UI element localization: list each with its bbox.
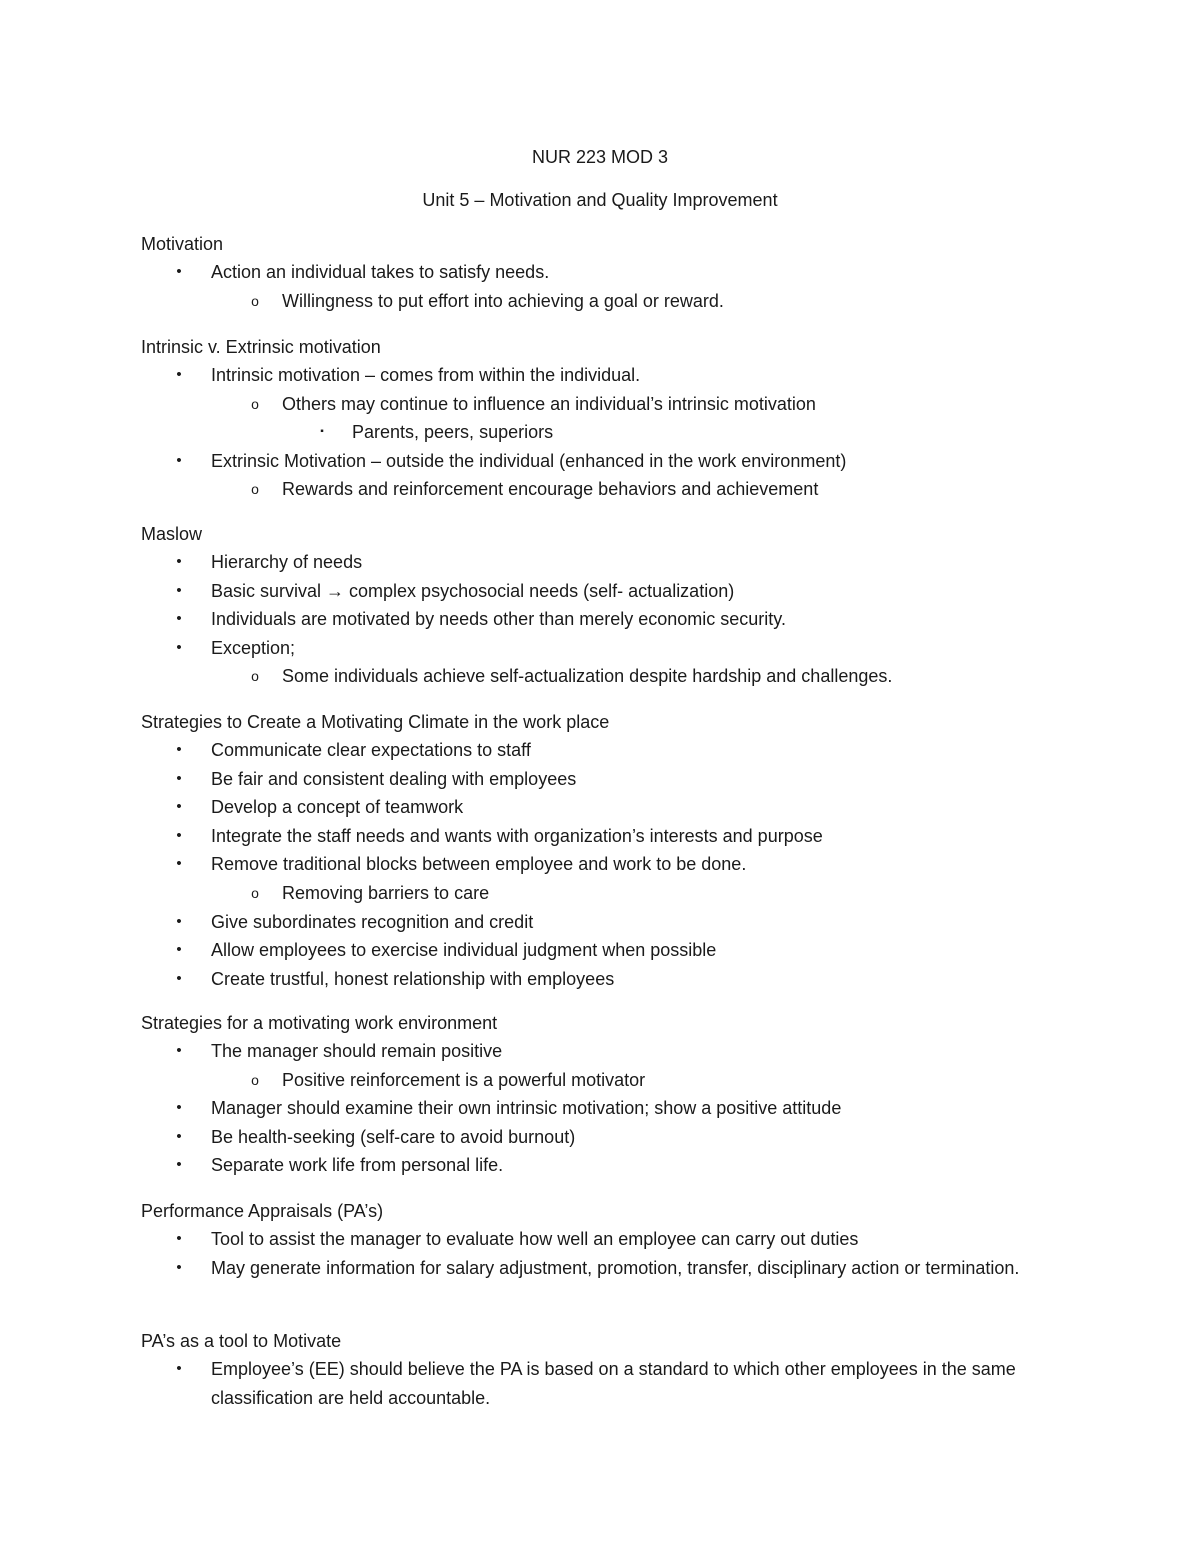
- bullet-list: [141, 1355, 1061, 1412]
- bullet-list: [141, 361, 1061, 504]
- bullet-marker: •: [176, 263, 182, 280]
- bullet-marker: o: [251, 481, 259, 498]
- section-maslow: [141, 520, 1061, 691]
- unit-title: Unit 5 – Motivation and Quality Improvement: [422, 190, 778, 210]
- section-heading: Maslow: [141, 524, 203, 544]
- bullet-list: [141, 548, 1061, 691]
- course-title: NUR 223 MOD 3: [531, 147, 669, 167]
- bullet-marker: •: [176, 741, 182, 758]
- list-item: [141, 361, 1061, 390]
- list-item: [141, 1254, 1061, 1283]
- list-item-text: Some individuals achieve self-actualization despite hardship and challenges.: [282, 666, 893, 687]
- list-item: [141, 577, 1061, 606]
- list-item-text: Extrinsic Motivation – outside the individual (enhanced in the work environment): [211, 450, 847, 471]
- section-heading: Performance Appraisals (PA’s): [141, 1201, 384, 1221]
- list-item-text: Action an individual takes to satisfy needs.: [211, 262, 550, 282]
- bullet-marker: o: [251, 292, 259, 309]
- bullet-marker: •: [176, 1360, 182, 1377]
- bullet-marker: •: [176, 1127, 182, 1145]
- list-item: [141, 765, 1061, 794]
- bullet-marker: •: [176, 941, 182, 959]
- list-item: [141, 605, 1061, 634]
- bullet-marker: o: [251, 668, 259, 685]
- section-heading: Motivation: [141, 234, 224, 254]
- list-item: [141, 850, 1061, 879]
- bullet-marker: •: [176, 855, 182, 873]
- bullet-marker: •: [176, 1042, 182, 1059]
- section-motivation: [141, 230, 1061, 315]
- list-item: [141, 662, 1061, 691]
- list-item: [141, 287, 1061, 316]
- list-item: [141, 793, 1061, 822]
- list-item-text: Manager should examine their own intrinsic motivation; show a positive attitude: [211, 1098, 842, 1119]
- list-item: [141, 634, 1061, 663]
- list-item-text: Exception;: [211, 637, 296, 658]
- list-item-text: May generate information for salary adjustment, promotion, transfer, disciplinary action or termination.: [211, 1257, 1020, 1278]
- bullet-list: [141, 1225, 1061, 1282]
- bullet-list: [141, 1037, 1061, 1180]
- bullet-marker: •: [176, 1099, 182, 1117]
- list-item: [141, 447, 1061, 476]
- section-intrinsic-extrinsic: [141, 333, 1061, 504]
- list-item-text: Others may continue to influence an individual’s intrinsic motivation: [282, 393, 816, 414]
- list-item-text: Positive reinforcement is a powerful motivator: [282, 1069, 646, 1090]
- list-item: [141, 548, 1061, 577]
- list-item-text: Intrinsic motivation – comes from within the individual.: [211, 365, 641, 385]
- bullet-marker: •: [176, 610, 182, 628]
- bullet-list: [141, 258, 1061, 315]
- list-item-text: Be health-seeking (self-care to avoid burnout): [211, 1126, 576, 1147]
- list-item: [141, 1355, 1061, 1412]
- list-item: [141, 736, 1061, 765]
- list-item-text: Employee’s (EE) should believe the PA is based on a standard to which other employees in the same classification are held accountable.: [211, 1359, 1016, 1408]
- list-item-text: Communicate clear expectations to staff: [211, 740, 531, 760]
- bullet-marker: •: [176, 912, 182, 930]
- list-item-text: Individuals are motivated by needs other than merely economic security.: [211, 609, 786, 630]
- list-item-text: Tool to assist the manager to evaluate how well an employee can carry out duties: [211, 1229, 859, 1249]
- list-item-text: Hierarchy of needs: [211, 552, 363, 572]
- list-item-text: Integrate the staff needs and wants with organization’s interests and purpose: [211, 825, 823, 846]
- list-item: [141, 418, 1061, 447]
- list-item: [141, 1037, 1061, 1066]
- list-item: [141, 1123, 1061, 1152]
- bullet-marker: •: [176, 798, 182, 816]
- list-item: [141, 1151, 1061, 1180]
- section-work-environment: [141, 1009, 1061, 1180]
- list-item: [141, 390, 1061, 419]
- list-item-text: Allow employees to exercise individual judgment when possible: [211, 940, 717, 961]
- bullet-marker: •: [176, 638, 182, 656]
- list-item: [141, 1094, 1061, 1123]
- section-heading: Strategies for a motivating work environment: [141, 1013, 498, 1033]
- list-item: [141, 1066, 1061, 1095]
- list-item-text: Develop a concept of teamwork: [211, 797, 464, 818]
- list-item: [141, 1225, 1061, 1254]
- list-item-text: Give subordinates recognition and credit: [211, 911, 534, 932]
- list-item-text: Parents, peers, superiors: [352, 422, 554, 443]
- bullet-marker: •: [176, 366, 182, 383]
- bullet-list: [141, 736, 1061, 993]
- list-item: [141, 908, 1061, 937]
- bullet-marker: •: [176, 553, 182, 570]
- list-item: [141, 258, 1061, 287]
- list-item-text: Removing barriers to care: [282, 882, 490, 903]
- bullet-marker: •: [176, 581, 182, 599]
- bullet-marker: •: [176, 826, 182, 844]
- list-item-text: Be fair and consistent dealing with employees: [211, 768, 577, 789]
- list-item: [141, 879, 1061, 908]
- section-heading: Intrinsic v. Extrinsic motivation: [141, 337, 381, 357]
- list-item: [141, 822, 1061, 851]
- bullet-marker: •: [176, 769, 182, 787]
- bullet-marker: •: [176, 451, 182, 469]
- section-pa-motivate: [141, 1327, 1061, 1412]
- list-item: [141, 936, 1061, 965]
- section-heading: PA’s as a tool to Motivate: [141, 1331, 342, 1351]
- bullet-marker: •: [176, 969, 182, 987]
- list-item-text: Willingness to put effort into achieving a goal or reward.: [282, 290, 724, 311]
- section-motivating-climate: [141, 708, 1061, 993]
- section-heading: Strategies to Create a Motivating Climate in the work place: [141, 712, 610, 732]
- list-item-text: Separate work life from personal life.: [211, 1155, 504, 1176]
- bullet-marker: o: [251, 395, 259, 412]
- list-item-text: Create trustful, honest relationship with employees: [211, 968, 615, 989]
- bullet-marker: •: [176, 1156, 182, 1174]
- list-item-text: The manager should remain positive: [211, 1041, 503, 1061]
- list-item: [141, 475, 1061, 504]
- list-item-text: Basic survival → complex psychosocial needs (self- actualization): [211, 580, 735, 601]
- list-item: [141, 965, 1061, 994]
- section-performance-appraisals: [141, 1197, 1061, 1282]
- list-item-text: Remove traditional blocks between employee and work to be done.: [211, 854, 747, 875]
- bullet-marker: ▪: [320, 426, 324, 438]
- bullet-marker: •: [176, 1258, 182, 1276]
- bullet-marker: o: [251, 1071, 259, 1088]
- bullet-marker: o: [251, 884, 259, 901]
- bullet-marker: •: [176, 1230, 182, 1247]
- list-item-text: Rewards and reinforcement encourage behaviors and achievement: [282, 479, 819, 500]
